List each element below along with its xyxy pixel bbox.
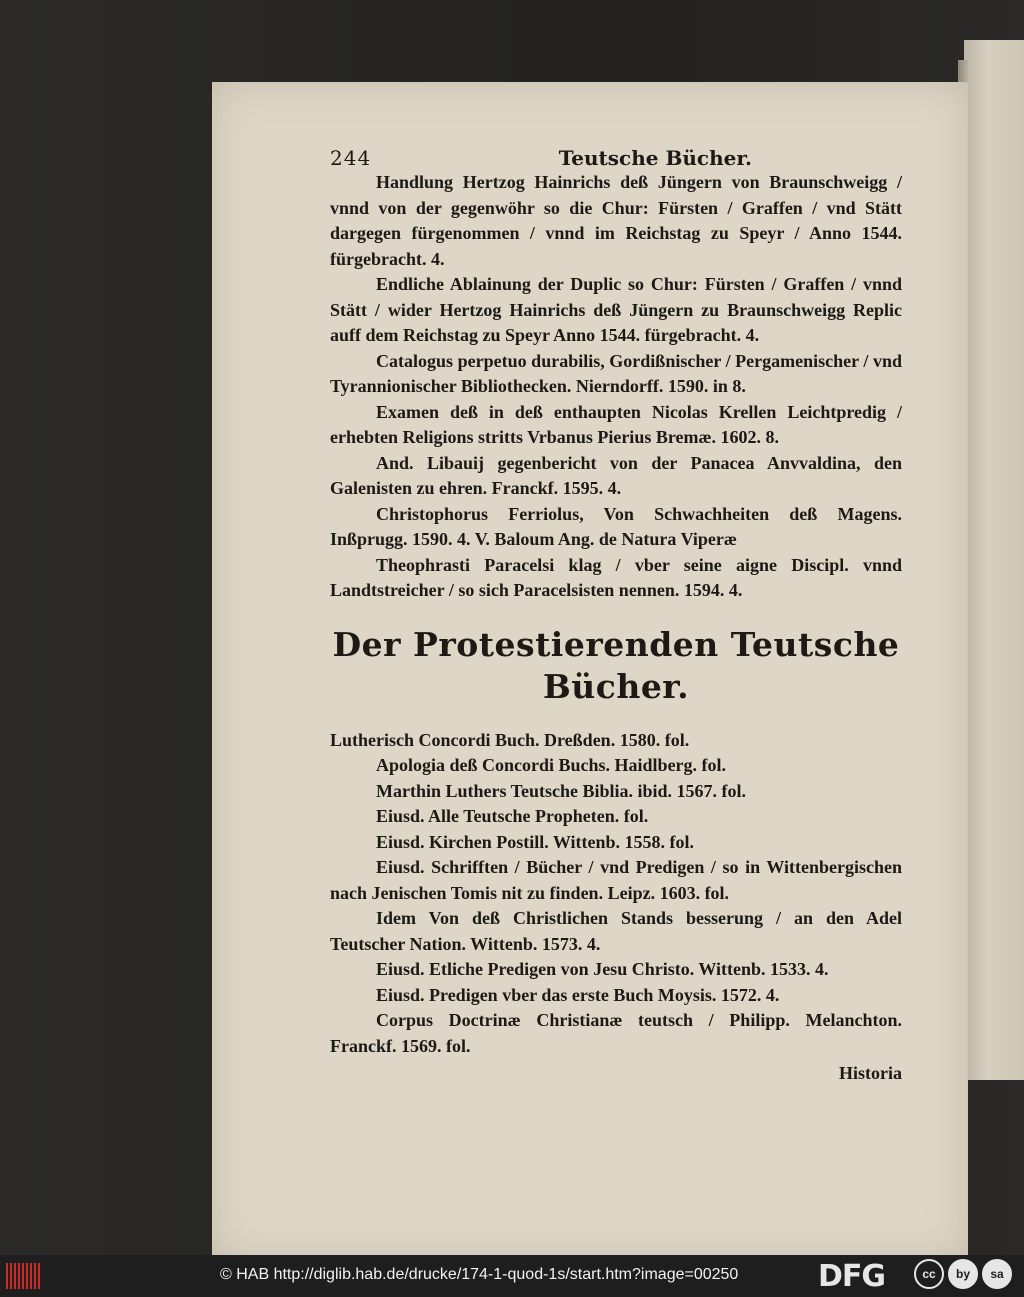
entry: Endliche Ablainung der Duplic so Chur: Fürsten / Graffen / vnnd Stätt / wider Hertzog Hainrichs deß Jüngern zu Braunschweigg Replic auff dem Reichstag zu Speyr Anno 1544. fürgebracht. 4.: [330, 274, 902, 345]
entry: Lutherisch Concordi Buch. Dreßden. 1580. fol.: [330, 729, 690, 750]
entry: Handlung Hertzog Hainrichs deß Jüngern von Braunschweigg / vnnd von der gegenwöhr so die Chur: Fürsten / Graffen / vnd Stätt dargegen fürgenommen / vnnd im Reichstag zu Speyr / Anno 1544. fürgebracht. 4.: [330, 172, 902, 269]
page-number: 244: [330, 146, 372, 170]
entry: Apologia deß Concordi Buchs. Haidlberg. fol.: [376, 755, 727, 775]
entry: Theophrasti Paracelsi klag / vber seine aigne Discipl. vnnd Landtstreicher / so sich Paracelsisten nennen. 1594. 4.: [330, 554, 902, 600]
running-header: [330, 146, 902, 170]
license-badge[interactable]: [914, 1259, 1012, 1289]
entry: Christophorus Ferriolus, Von Schwachheiten deß Magens. Inßprugg. 1590. 4. V. Baloum Ang. de Natura Viperæ: [330, 503, 902, 549]
cc-icon: cc: [914, 1259, 944, 1289]
catchword: Historia: [839, 1063, 902, 1083]
dfg-logo: DFG: [818, 1259, 886, 1294]
entry: Eiusd. Predigen vber das erste Buch Moysis. 1572. 4.: [376, 984, 780, 1005]
section-heading: [330, 624, 902, 708]
entry: Eiusd. Schrifften / Bücher / vnd Predigen / so in Wittenbergischen nach Jenischen Tomis nit zu finden. Leipz. 1603. fol.: [330, 857, 902, 903]
permalink-credit[interactable]: © HAB http://diglib.hab.de/drucke/174-1-quod-1s/start.htm?image=00250: [220, 1266, 739, 1283]
entry: Marthin Luthers Teutsche Biblia. ibid. 1567. fol.: [376, 780, 747, 801]
adjacent-page-edge: [964, 40, 1024, 1080]
entry: Eiusd. Kirchen Postill. Wittenb. 1558. fol.: [376, 831, 695, 852]
by-icon: by: [948, 1259, 978, 1289]
page-text-block: [330, 146, 902, 1084]
section-heading-line: Der Protestierenden Teutsche: [332, 624, 900, 664]
entry: Idem Von deß Christlichen Stands besserung / an den Adel Teutscher Nation. Wittenb. 1573. 4.: [330, 908, 902, 954]
entry: Eiusd. Etliche Predigen von Jesu Christo. Wittenb. 1533. 4.: [376, 959, 829, 979]
section-heading-line: Bücher.: [542, 666, 690, 706]
viewer-footer: [0, 1255, 1024, 1297]
entry: Corpus Doctrinæ Christianæ teutsch / Philipp. Melanchton. Franckf. 1569. fol.: [330, 1010, 902, 1056]
book-page: [212, 82, 968, 1260]
sa-icon: sa: [982, 1259, 1012, 1289]
entry: And. Libauij gegenbericht von der Panacea Anvvaldina, den Galenisten zu ehren. Franckf. 1595. 4.: [330, 452, 902, 498]
entry: Examen deß in deß enthaupten Nicolas Krellen Leichtpredig / erhebten Religions stritts Vrbanus Pierius Bremæ. 1602. 8.: [330, 401, 902, 447]
entry: Eiusd. Alle Teutsche Propheten. fol.: [376, 806, 649, 826]
barcode-icon: [6, 1263, 40, 1289]
running-title: Teutsche Bücher.: [558, 146, 752, 170]
entry: Catalogus perpetuo durabilis, Gordißnischer / Pergamenischer / vnd Tyrannionischer Bibliothecken. Nierndorff. 1590. in 8.: [330, 350, 902, 396]
